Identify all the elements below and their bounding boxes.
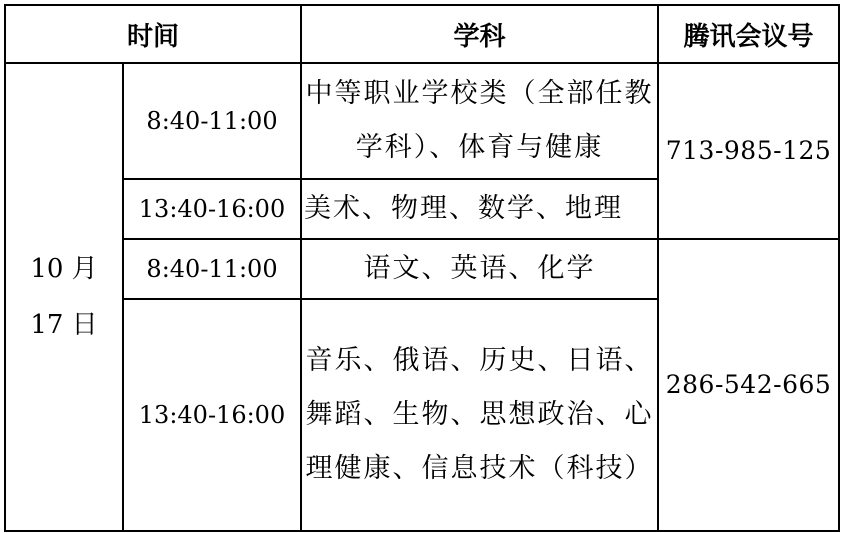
time-cell: 13:40-16:00 <box>123 299 301 531</box>
subject-cell: 音乐、俄语、历史、日语、舞蹈、生物、思想政治、心理健康、信息技术（科技） <box>301 299 658 531</box>
schedule-table <box>4 4 840 532</box>
subject-cell: 语文、英语、化学 <box>301 239 658 299</box>
header-time: 时间 <box>5 5 301 63</box>
time-cell: 8:40-11:00 <box>123 63 301 179</box>
header-subject: 学科 <box>301 5 658 63</box>
subject-cell: 美术、物理、数学、地理 <box>301 179 658 239</box>
subject-cell: 中等职业学校类（全部任教学科）、体育与健康 <box>301 63 658 179</box>
time-cell: 13:40-16:00 <box>123 179 301 239</box>
meeting-id-cell: 286-542-665 <box>658 239 839 531</box>
meeting-id-cell: 713-985-125 <box>658 63 839 239</box>
date-cell <box>5 63 123 531</box>
date-month: 10 月 <box>30 254 98 284</box>
table-row <box>5 239 839 299</box>
time-cell: 8:40-11:00 <box>123 239 301 299</box>
header-row <box>5 5 839 63</box>
table-row <box>5 63 839 179</box>
header-meeting-id: 腾讯会议号 <box>658 5 839 63</box>
date-day: 17 日 <box>30 310 98 340</box>
